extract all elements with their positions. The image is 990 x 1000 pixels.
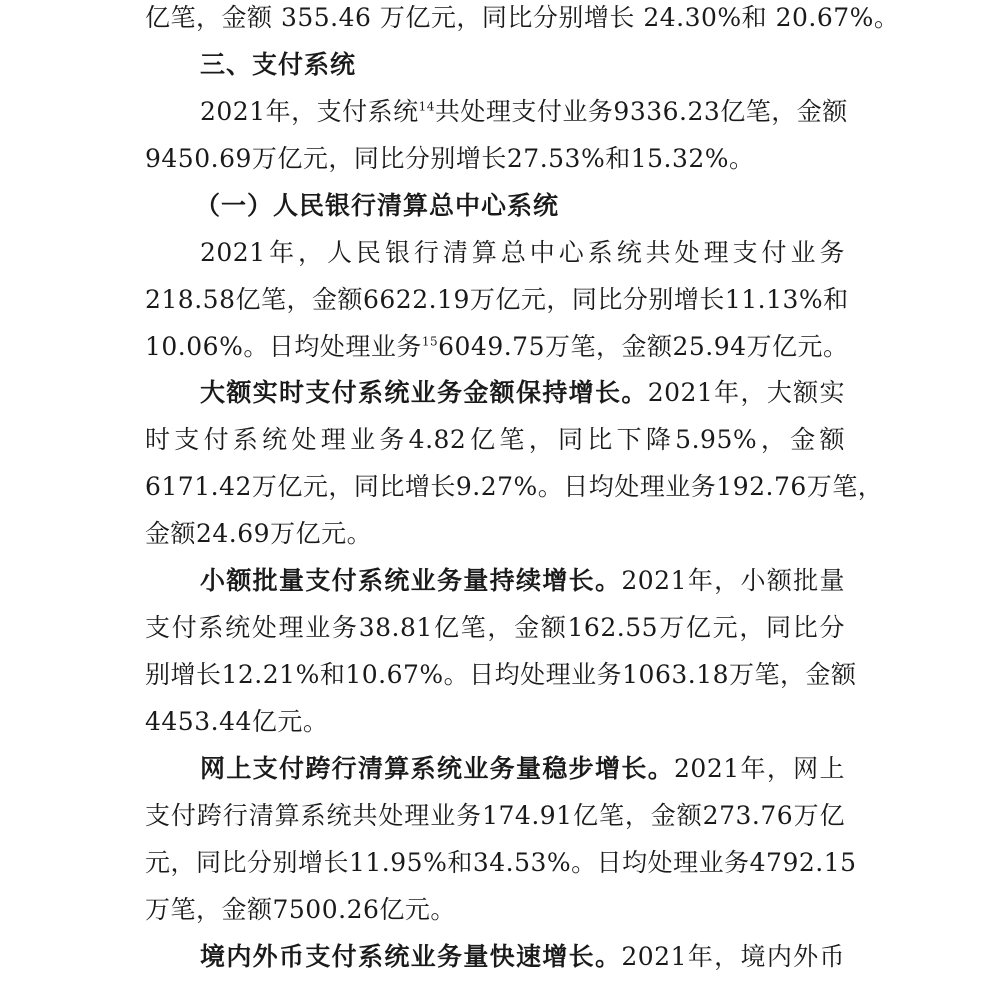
text-run: 10.06%。日均处理业务 bbox=[145, 332, 422, 361]
text-run: 共处理支付业务9336.23亿笔，金额 bbox=[434, 97, 848, 126]
section-heading: 三、支付系统 bbox=[200, 50, 357, 79]
text-run: 2021年，大额实 bbox=[647, 378, 845, 407]
text-line: 元，同比分别增长11.95%和34.53%。日均处理业务4792.15 bbox=[145, 848, 857, 877]
text-line: 别增长12.21%和10.67%。日均处理业务1063.18万笔，金额 bbox=[145, 660, 857, 689]
text-line: 金额24.69万亿元。 bbox=[145, 519, 373, 548]
footnote-marker: 14 bbox=[418, 99, 435, 114]
text-line bbox=[200, 97, 848, 127]
text-line: 9450.69万亿元，同比分别增长27.53%和15.32%。 bbox=[145, 144, 755, 173]
text-line bbox=[200, 566, 845, 596]
text-line: 支付系统处理业务38.81亿笔，金额162.55万亿元，同比分 bbox=[145, 613, 845, 642]
text-line: 时支付系统处理业务4.82亿笔，同比下降5.95%，金额 bbox=[145, 425, 845, 454]
text-run: 6049.75万笔，金额25.94万亿元。 bbox=[438, 332, 849, 361]
text-line: 万笔，金额7500.26亿元。 bbox=[145, 895, 456, 924]
subsection-heading: （一）人民银行清算总中心系统 bbox=[195, 191, 560, 220]
text-line: 2021年，人民银行清算总中心系统共处理支付业务 bbox=[200, 238, 845, 267]
text-run: 2021年，境内外币 bbox=[621, 942, 845, 971]
text-line bbox=[200, 378, 845, 408]
footnote-marker: 15 bbox=[421, 334, 439, 349]
text-run: 2021年，支付系统 bbox=[200, 97, 419, 126]
text-line bbox=[145, 332, 849, 362]
text-line: 6171.42万亿元，同比增长9.27%。日均处理业务192.76万笔， bbox=[145, 472, 884, 501]
text-line: 4453.44亿元。 bbox=[145, 707, 329, 736]
paragraph-lead: 境内外币支付系统业务量快速增长。 bbox=[200, 942, 622, 971]
text-run: 2021年，网上 bbox=[674, 754, 845, 783]
text-line bbox=[200, 942, 845, 972]
text-line: 支付跨行清算系统共处理业务174.91亿笔，金额273.76万亿 bbox=[145, 801, 845, 830]
paragraph-lead: 小额批量支付系统业务量持续增长。 bbox=[200, 566, 622, 595]
text-line: 亿笔，金额 355.46 万亿元，同比分别增长 24.30%和 20.67%。 bbox=[145, 3, 900, 32]
text-run: 2021年，小额批量 bbox=[621, 566, 845, 595]
text-line bbox=[200, 754, 845, 784]
text-line: 218.58亿笔，金额6622.19万亿元，同比分别增长11.13%和 bbox=[145, 285, 849, 314]
paragraph-lead: 大额实时支付系统业务金额保持增长。 bbox=[200, 378, 648, 407]
paragraph-lead: 网上支付跨行清算系统业务量稳步增长。 bbox=[200, 754, 675, 783]
